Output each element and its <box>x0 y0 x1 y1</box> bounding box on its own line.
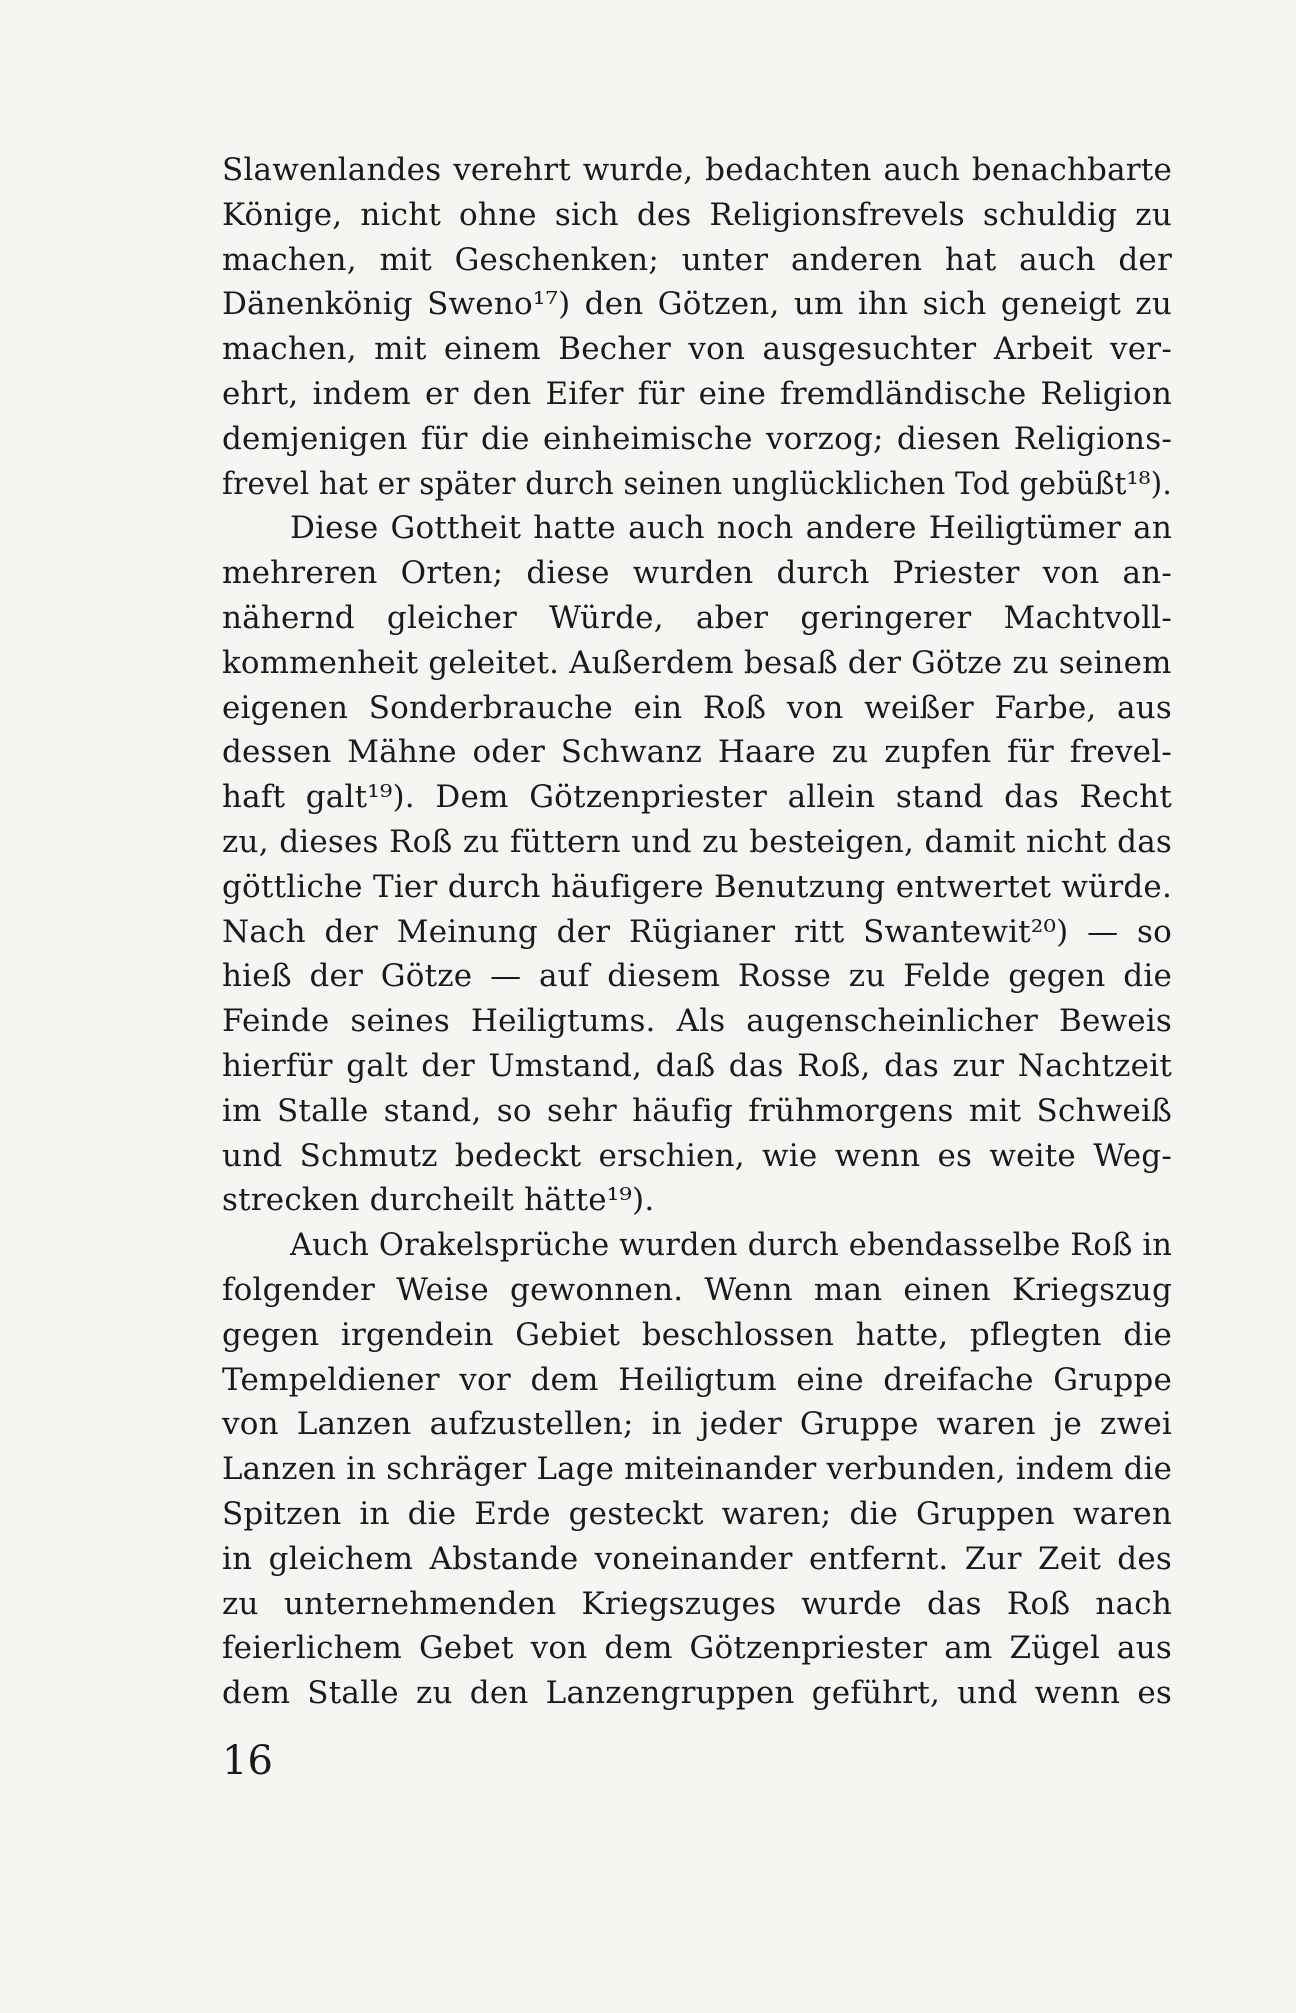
text-line <box>222 1134 1172 1179</box>
text-line-content: demjenigen für die einheimische vorzog; diesen Religions- <box>222 420 1172 457</box>
text-line <box>222 730 1172 775</box>
text-line <box>222 775 1172 820</box>
text-line-content: ehrt, indem er den Eifer für eine fremdländische Religion <box>222 375 1172 412</box>
text-line <box>222 1671 1172 1716</box>
text-line <box>222 1044 1172 1089</box>
text-line-content: Nach der Meinung der Rügianer ritt Swantewit²⁰) — so <box>222 913 1172 950</box>
text-line <box>222 1402 1172 1447</box>
text-line-content: zu unternehmenden Kriegszuges wurde das Roß nach <box>222 1585 1172 1622</box>
text-line-content: Slawenlandes verehrt wurde, bedachten auch benachbarte <box>222 152 1172 188</box>
text-line <box>222 282 1172 327</box>
text-line <box>222 148 1172 193</box>
text-line <box>222 999 1172 1044</box>
text-line-content: machen, mit einem Becher von ausgesuchter Arbeit ver- <box>222 331 1172 368</box>
text-line <box>222 1358 1172 1403</box>
text-line-content: machen, mit Geschenken; unter anderen hat auch der <box>222 241 1172 278</box>
text-line-content: nähernd gleicher Würde, aber geringerer Machtvoll- <box>222 599 1172 636</box>
text-line-content: hierfür galt der Umstand, daß das Roß, das zur Nachtzeit <box>222 1047 1172 1084</box>
text-line-content: göttliche Tier durch häufigere Benutzung entwertet würde. <box>222 868 1172 905</box>
text-line-content: kommenheit geleitet. Außerdem besaß der Götze zu seinem <box>222 644 1172 681</box>
text-line <box>222 551 1172 596</box>
text-line <box>222 820 1172 865</box>
text-line-content: hieß der Götze — auf diesem Rosse zu Felde gegen die <box>222 958 1172 995</box>
text-line-content: frevel hat er später durch seinen unglücklichen Tod gebüßt¹⁸). <box>222 465 1172 502</box>
text-line-content: eigenen Sonderbrauche ein Roß von weißer Farbe, aus <box>222 689 1172 726</box>
text-line <box>222 1626 1172 1671</box>
text-line <box>222 865 1172 910</box>
text-line <box>222 506 1172 551</box>
text-line-content: strecken durcheilt hätte¹⁹). <box>222 1182 655 1219</box>
text-line <box>222 1447 1172 1492</box>
text-line <box>222 372 1172 417</box>
text-line-content: dessen Mähne oder Schwanz Haare zu zupfen für frevel- <box>222 734 1172 771</box>
text-line-content: Könige, nicht ohne sich des Religionsfrevels schuldig zu <box>222 196 1172 233</box>
text-line <box>222 1537 1172 1582</box>
text-line <box>222 238 1172 283</box>
text-line-content: Lanzen in schräger Lage miteinander verbunden, indem die <box>222 1451 1173 1488</box>
text-line-content: mehreren Orten; diese wurden durch Priester von an- <box>222 555 1172 592</box>
text-line-content: in gleichem Abstande voneinander entfernt. Zur Zeit des <box>222 1540 1172 1577</box>
text-line-content: Tempeldiener vor dem Heiligtum eine dreifache Gruppe <box>222 1361 1172 1398</box>
text-line-content: im Stalle stand, so sehr häufig frühmorgens mit Schweiß <box>222 1092 1172 1129</box>
text-line <box>222 641 1172 686</box>
text-line <box>222 1492 1172 1537</box>
text-line <box>222 1223 1172 1268</box>
text-line-content: Dänenkönig Sweno¹⁷) den Götzen, um ihn sich geneigt zu <box>222 286 1172 323</box>
text-line <box>222 1089 1172 1134</box>
text-line-content: feierlichem Gebet von dem Götzenpriester am Zügel aus <box>222 1630 1172 1667</box>
text-line <box>222 1178 1172 1223</box>
text-line <box>222 686 1172 731</box>
text-line-content: Feinde seines Heiligtums. Als augenscheinlicher Beweis <box>222 1003 1172 1040</box>
text-line <box>222 417 1172 462</box>
text-line-content: gegen irgendein Gebiet beschlossen hatte, pflegten die <box>222 1316 1172 1353</box>
text-line <box>222 1268 1172 1313</box>
text-line-content: haft galt¹⁹). Dem Götzenpriester allein stand das Recht <box>222 779 1172 816</box>
text-line <box>222 1582 1172 1627</box>
text-line-content: zu, dieses Roß zu füttern und zu besteigen, damit nicht das <box>222 823 1172 860</box>
text-line <box>222 910 1172 955</box>
text-line <box>222 327 1172 372</box>
text-line-content: Auch Orakelsprüche wurden durch ebendasselbe Roß in <box>290 1227 1173 1264</box>
text-line <box>222 193 1172 238</box>
body-text <box>222 148 1172 1716</box>
text-line <box>222 1313 1172 1358</box>
page-number: 16 <box>222 1738 273 1784</box>
text-line-content: Spitzen in die Erde gesteckt waren; die Gruppen waren <box>222 1495 1172 1532</box>
text-line <box>222 596 1172 641</box>
text-line-content: dem Stalle zu den Lanzengruppen geführt, und wenn es <box>222 1675 1172 1712</box>
text-line-content: Diese Gottheit hatte auch noch andere Heiligtümer an <box>290 510 1172 547</box>
text-line <box>222 462 1172 507</box>
text-line <box>222 954 1172 999</box>
text-line-content: und Schmutz bedeckt erschien, wie wenn es weite Weg- <box>222 1137 1172 1174</box>
text-line-content: folgender Weise gewonnen. Wenn man einen Kriegszug <box>222 1271 1172 1308</box>
text-line-content: von Lanzen aufzustellen; in jeder Gruppe waren je zwei <box>222 1406 1172 1443</box>
